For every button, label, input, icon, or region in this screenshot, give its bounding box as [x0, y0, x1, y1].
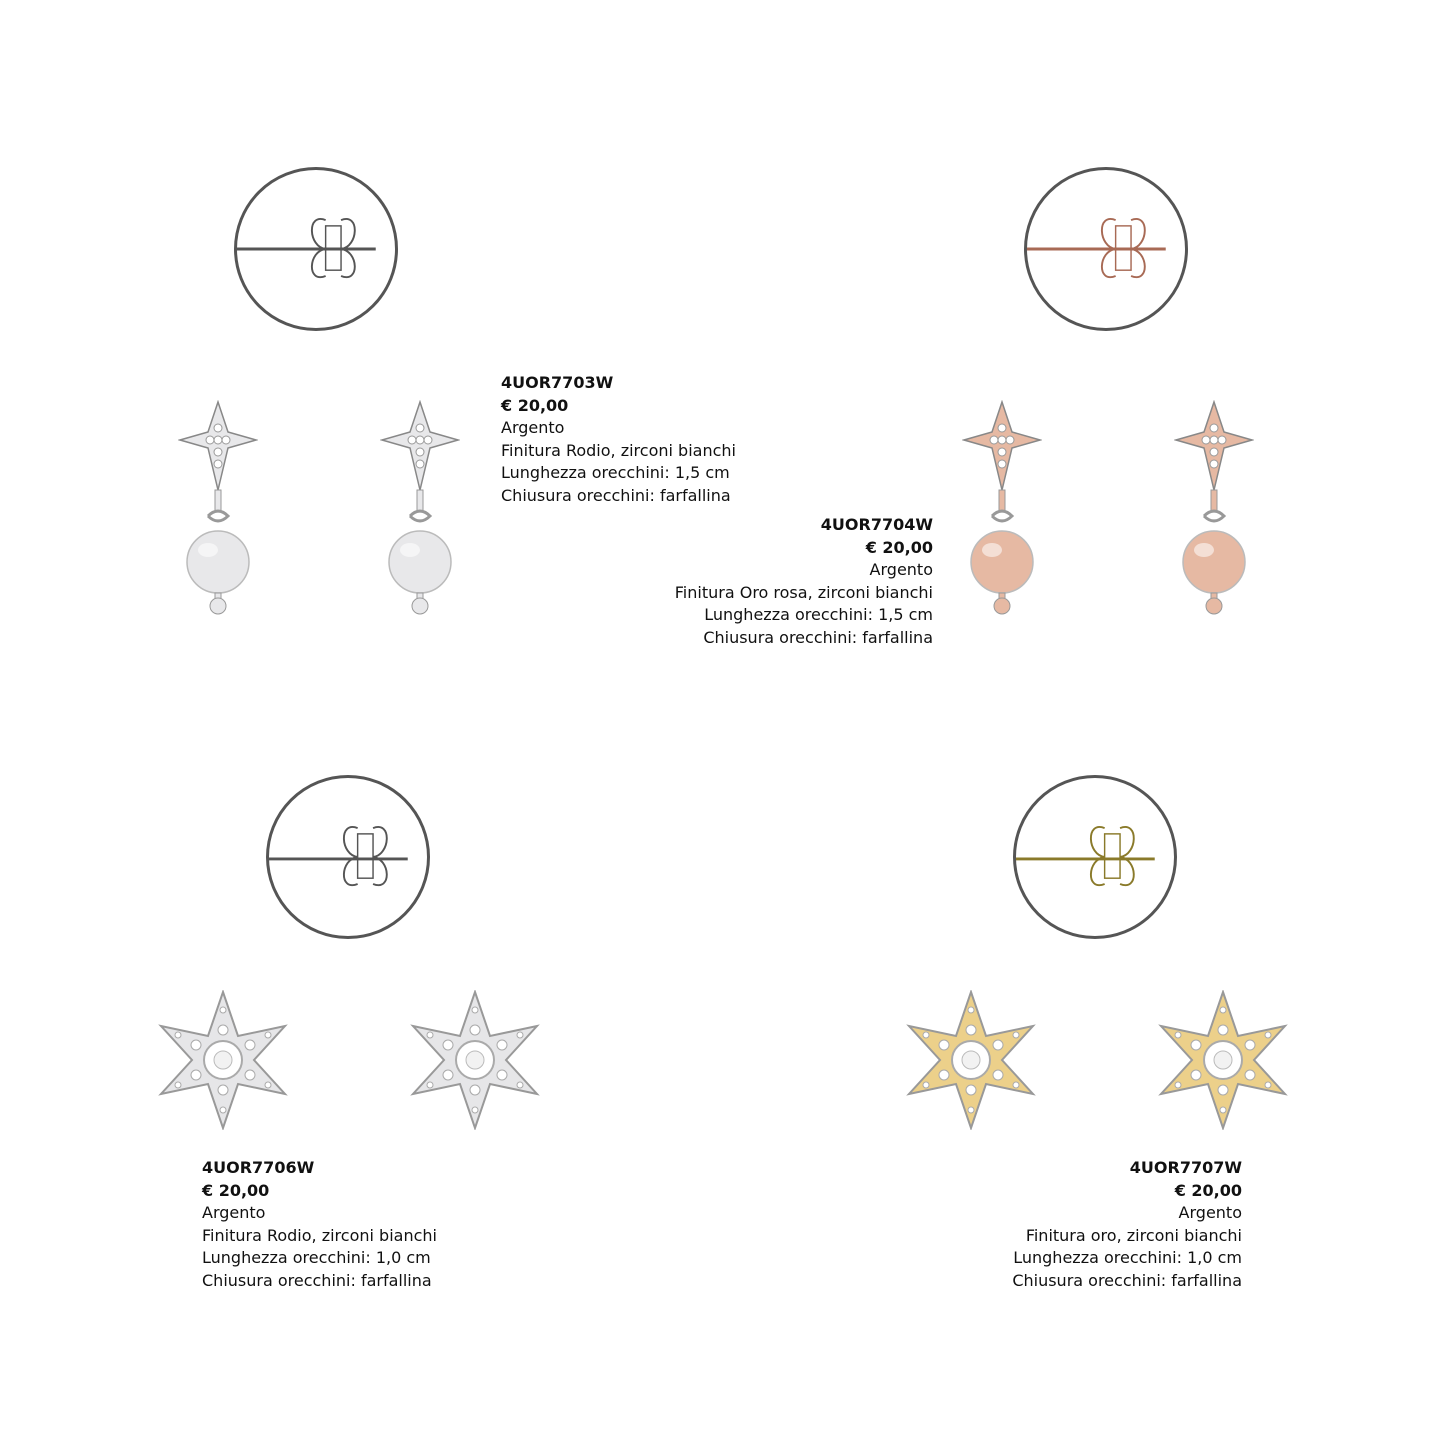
earring-left-icon	[962, 400, 1042, 620]
earring-right-icon	[1174, 400, 1254, 620]
product-closure: Chiusura orecchini: farfallina	[1012, 1270, 1242, 1290]
butterfly-closure-icon	[1024, 167, 1188, 331]
product-length: Lunghezza orecchini: 1,0 cm	[1013, 1248, 1242, 1267]
product-price: € 20,00	[202, 1180, 270, 1200]
earring-left-icon	[178, 400, 258, 620]
product-length: Lunghezza orecchini: 1,5 cm	[704, 605, 933, 624]
earring-right-icon	[1158, 990, 1288, 1130]
product-closure: Chiusura orecchini: farfallina	[501, 485, 731, 505]
product-closure: Chiusura orecchini: farfallina	[202, 1270, 432, 1290]
product-closure: Chiusura orecchini: farfallina	[703, 627, 933, 647]
product-finish: Finitura oro, zirconi bianchi	[1025, 1225, 1242, 1245]
product-info	[501, 372, 736, 507]
earring-left-icon	[158, 990, 288, 1130]
product-material: Argento	[869, 560, 933, 579]
product-code: 4UOR7703W	[501, 373, 614, 392]
product-length: Lunghezza orecchini: 1,0 cm	[202, 1248, 431, 1267]
product-finish: Finitura Rodio, zirconi bianchi	[501, 440, 736, 460]
product-price: € 20,00	[865, 537, 933, 557]
product-info	[675, 514, 933, 649]
product-material: Argento	[202, 1203, 266, 1222]
product-finish: Finitura Oro rosa, zirconi bianchi	[674, 582, 933, 602]
product-price: € 20,00	[501, 395, 569, 415]
product-length: Lunghezza orecchini: 1,5 cm	[501, 463, 730, 482]
product-material: Argento	[501, 418, 565, 437]
earring-right-icon	[410, 990, 540, 1130]
product-info	[1012, 1157, 1242, 1292]
product-code: 4UOR7706W	[202, 1158, 315, 1177]
earring-left-icon	[906, 990, 1036, 1130]
product-code: 4UOR7707W	[1129, 1158, 1242, 1177]
earring-right-icon	[380, 400, 460, 620]
product-code: 4UOR7704W	[820, 515, 933, 534]
product-price: € 20,00	[1174, 1180, 1242, 1200]
product-finish: Finitura Rodio, zirconi bianchi	[202, 1225, 437, 1245]
butterfly-closure-icon	[266, 775, 430, 939]
product-info	[202, 1157, 437, 1292]
butterfly-closure-icon	[234, 167, 398, 331]
product-material: Argento	[1178, 1203, 1242, 1222]
butterfly-closure-icon	[1013, 775, 1177, 939]
